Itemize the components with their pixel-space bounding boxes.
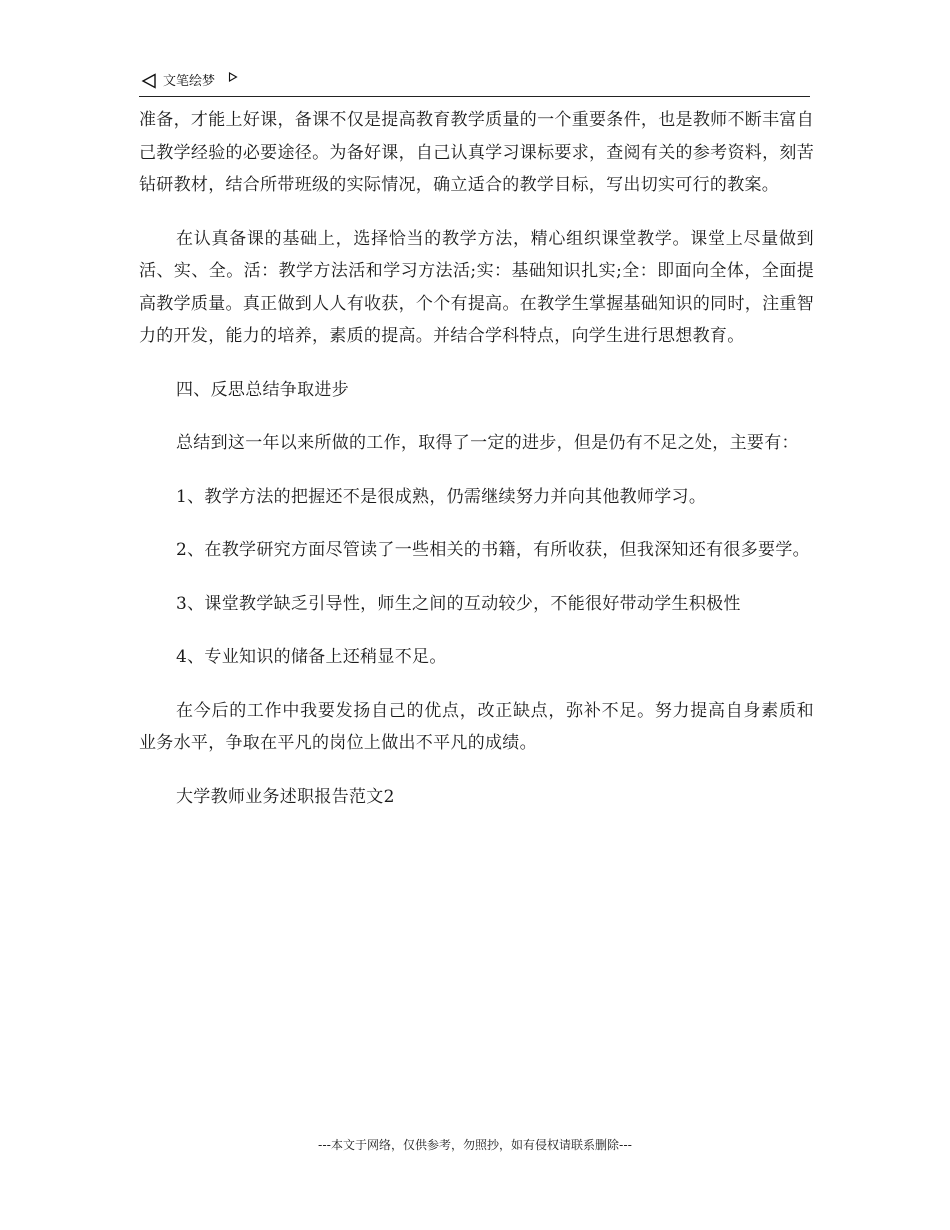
list-item-1: 1、教学方法的把握还不是很成熟，仍需继续努力并向其他教师学习。: [176, 486, 707, 507]
list-item-3: 3、课堂教学缺乏引导性，师生之间的互动较少，不能很好带动学生积极性: [176, 593, 741, 614]
triangle-left-outline-icon: [141, 73, 157, 89]
triangle-right-outline-icon: [228, 72, 238, 82]
header-brand: 文笔绘梦: [163, 74, 216, 89]
section-heading-reflection: 四、反思总结争取进步: [176, 379, 349, 400]
list-item-4: 4、专业知识的储备上还稍显不足。: [176, 647, 447, 667]
footer-notice: ---本文于网络，仅供参考，勿照抄，如有侵权请联系删除---: [318, 1138, 632, 1152]
page-header: [139, 70, 810, 97]
document-body: [139, 104, 814, 834]
paragraph-continued: 准备，才能上好课，备课不仅是提高教育教学质量的一个重要条件，也是教师不断丰富自己教学经验的必要途径。为备好课，自己认真学习课标要求，查阅有关的参考资料，刻苦钻研教材，结合所带班级的实际情况，确立适合的教学目标，写出切实可行的教案。: [139, 110, 814, 195]
paragraph-future-plan: 在今后的工作中我要发扬自己的优点，改正缺点，弥补不足。努力提高自身素质和业务水平，争取在平凡的岗位上做出不平凡的成绩。: [139, 700, 814, 753]
paragraph-teaching-method: 在认真备课的基础上，选择恰当的教学方法，精心组织课堂教学。课堂上尽量做到活、实、全。活：教学方法活和学习方法活;实：基础知识扎实;全：即面向全体，全面提高教学质量。真正做到人人有收获，个个有提高。在教学生掌握基础知识的同时，注重智力的开发，能力的培养，素质的提高。并结合学科特点，向学生进行思想教育。: [139, 228, 814, 346]
section-title-sample-2: 大学教师业务述职报告范文2: [176, 786, 395, 807]
paragraph-summary-intro: 总结到这一年以来所做的工作，取得了一定的进步，但是仍有不足之处，主要有：: [176, 433, 799, 453]
list-item-2: 2、在教学研究方面尽管读了一些相关的书籍，有所收获，但我深知还有很多要学。: [176, 540, 810, 560]
